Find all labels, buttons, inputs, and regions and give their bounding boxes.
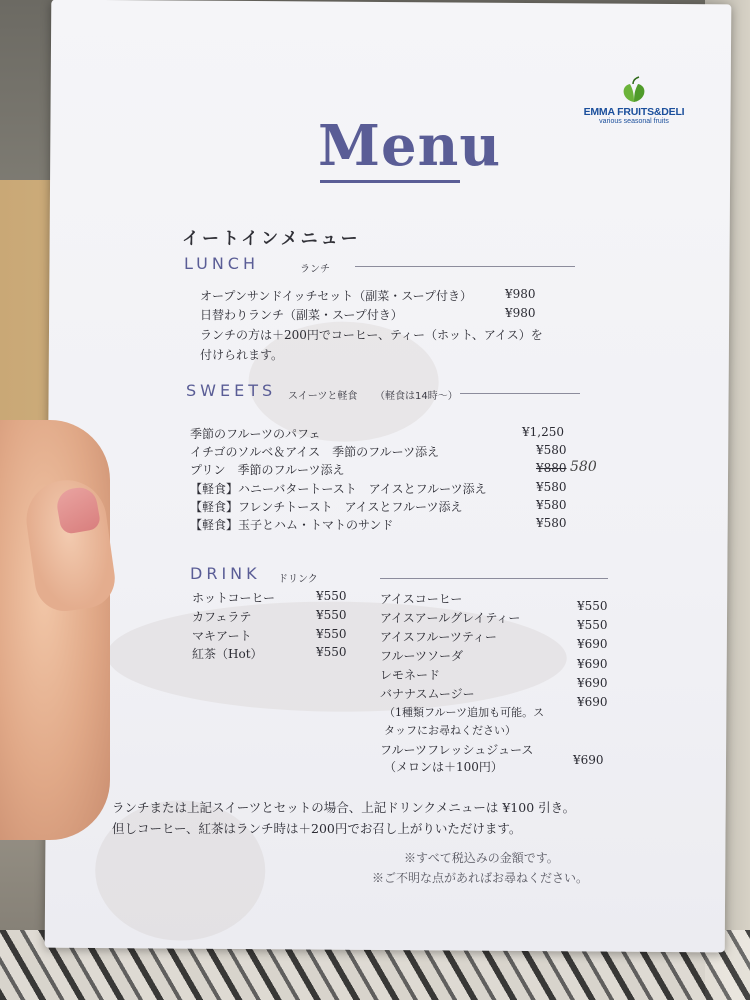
drink-item-name: アイスフルーツティー <box>380 630 497 644</box>
lunch-heading: LUNCH <box>184 254 259 273</box>
sweets-item-name: 【軽食】玉子とハム・トマトのサンド <box>190 518 394 532</box>
set-discount-note: ランチまたは上記スイーツとセットの場合、上記ドリンクメニューは ¥100 引き。 <box>112 800 576 815</box>
smoothie-note: タッフにお尋ねください） <box>384 724 516 737</box>
sweets-item-price-old: ¥880 <box>536 461 567 475</box>
sweets-item-price: ¥580 <box>536 480 567 494</box>
eat-in-heading: イートインメニュー <box>182 229 361 249</box>
lunch-note: ランチの方は＋200円でコーヒー、ティー（ホット、アイス）を <box>200 328 543 342</box>
drink-item-name: フルーツフレッシュジュース <box>380 743 534 757</box>
lunch-item-name: オープンサンドイッチセット（副菜・スープ付き） <box>200 289 473 303</box>
juice-note: （メロンは＋100円） <box>384 760 503 774</box>
drink-item-name: マキアート <box>192 629 252 643</box>
drink-item-price: ¥690 <box>577 657 608 671</box>
drink-item-price: ¥550 <box>316 627 347 641</box>
sweets-subheading: スイーツと軽食 <box>288 391 358 402</box>
drink-subheading: ドリンク <box>278 574 318 585</box>
drink-item-price: ¥550 <box>316 608 347 622</box>
drink-item-price: ¥690 <box>577 637 608 651</box>
handwritten-price: 580 <box>570 459 597 475</box>
sweets-subheading-time: （軽食は14時〜） <box>375 391 458 402</box>
sweets-item-name: 【軽食】フレンチトースト アイスとフルーツ添え <box>190 500 463 514</box>
inquiry-note: ※ご不明な点があればお尋ねください。 <box>372 871 589 885</box>
lunch-item-price: ¥980 <box>505 306 536 320</box>
sweets-item-name: プリン 季節のフルーツ添え <box>190 463 345 477</box>
sweets-item-name: 季節のフルーツのパフェ <box>190 427 321 441</box>
drink-item-price: ¥550 <box>577 599 608 613</box>
sweets-item-price: ¥580 <box>536 516 567 530</box>
sweets-item-price: ¥580 <box>536 498 567 512</box>
tax-note: ※すべて税込みの金額です。 <box>404 851 559 865</box>
sweets-item-price: ¥1,250 <box>522 425 564 439</box>
lunch-item-price: ¥980 <box>505 287 536 301</box>
drink-item-name: アイスコーヒー <box>380 592 463 606</box>
drink-item-name: アイスアールグレイティー <box>380 611 521 625</box>
drink-item-name: レモネード <box>380 668 441 682</box>
drink-item-name: 紅茶（Hot） <box>192 647 263 661</box>
sweets-divider <box>460 393 580 394</box>
drink-item-price: ¥690 <box>577 695 608 709</box>
sweets-item-price: ¥580 <box>536 443 567 457</box>
drink-item-name: フルーツソーダ <box>380 649 464 663</box>
title-underline <box>320 180 460 183</box>
drink-item-price: ¥690 <box>577 676 608 690</box>
drink-heading: DRINK <box>190 564 261 583</box>
set-discount-note: 但しコーヒー、紅茶はランチ時は＋200円でお召し上がりいただけます。 <box>112 821 522 836</box>
drink-item-price: ¥550 <box>316 645 347 659</box>
drink-divider <box>380 578 608 579</box>
lunch-item-name: 日替わりランチ（副菜・スープ付き） <box>200 308 403 322</box>
drink-item-name: バナナスムージー <box>380 687 475 701</box>
lunch-note: 付けられます。 <box>200 348 284 362</box>
drink-item-name: カフェラテ <box>192 610 252 624</box>
sweets-item-name: イチゴのソルベ＆アイス 季節のフルーツ添え <box>190 445 440 459</box>
brand-name: EMMA FRUITS&DELI <box>583 106 685 118</box>
drink-item-price: ¥550 <box>316 589 347 603</box>
sweets-heading: SWEETS <box>186 381 277 400</box>
drink-item-name: ホットコーヒー <box>192 591 276 605</box>
brand-logo <box>578 76 690 125</box>
lunch-subheading: ランチ <box>300 264 330 275</box>
brand-tagline: various seasonal fruits <box>599 118 669 125</box>
juice-price: ¥690 <box>573 753 604 767</box>
leaf-logo-icon <box>616 76 652 104</box>
drink-item-price: ¥550 <box>577 618 608 632</box>
sweets-item-name: 【軽食】ハニーバタートースト アイスとフルーツ添え <box>190 482 487 496</box>
lunch-divider <box>355 266 575 267</box>
smoothie-note: （1種類フルーツ追加も可能。ス <box>384 706 545 719</box>
page-title: Menu <box>318 113 502 179</box>
